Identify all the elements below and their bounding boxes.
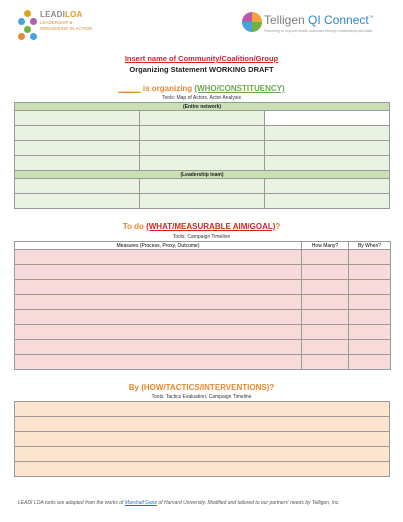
table-row (15, 462, 390, 477)
table-row (15, 432, 390, 447)
table-row (15, 417, 390, 432)
leadiloa-subtitle: LEADERSHIP & ORGANIZING IN ACTION (40, 20, 93, 31)
table-row (15, 402, 390, 417)
leadership-team-header: (Leadership team) (15, 171, 390, 179)
table-row (15, 141, 390, 156)
table-row (15, 111, 390, 126)
table-row (15, 447, 390, 462)
organizing-heading: _____ is organizing (WHO/CONSTITUENCY) (118, 84, 285, 93)
by-tools: Tools: Tactics Evaluation, Campaign Timeline (151, 394, 252, 400)
constituency-table (14, 102, 390, 209)
table-row (15, 310, 391, 325)
table-row (15, 280, 391, 295)
table-row (15, 355, 391, 370)
measures-column-header: Measures (Process, Proxy, Outcome) (15, 242, 302, 250)
telligen-logo (242, 12, 392, 42)
table-row (15, 340, 391, 355)
leadership-dots-icon (18, 10, 38, 40)
todo-tools: Tools: Campaign Timeline (172, 234, 231, 240)
measures-table (14, 241, 391, 370)
leadiloa-logo (18, 6, 98, 44)
entire-network-header: (Entire network) (15, 103, 390, 111)
how-many-column-header: How Many? (302, 242, 349, 250)
community-name-title: Insert name of Community/Coalition/Group (124, 54, 279, 63)
by-heading: By (HOW/TACTICS/INTERVENTIONS)? (128, 383, 275, 392)
tactics-table (14, 401, 390, 477)
table-row (15, 126, 390, 141)
table-row (15, 325, 391, 340)
marshall-ganz-link[interactable]: Marshall Ganz (124, 500, 158, 506)
table-row (15, 295, 391, 310)
telligen-name: Telligen QI Connect™ (264, 13, 374, 27)
footer-credit: LEADI LOA tools are adapted from the works of Marshall Ganz of Harvard University. Modified and tailored to our partners' needs by Telligen, Inc. (18, 500, 340, 506)
leadiloa-brand: LEADILOA (40, 10, 83, 19)
by-when-column-header: By When? (349, 242, 391, 250)
table-row (15, 265, 391, 280)
telligen-tagline: Partnering to improve health outcomes through relationships and data (264, 29, 373, 33)
table-row (15, 194, 390, 209)
todo-heading: To do (WHAT/MEASURABLE AIM/GOAL)? (122, 222, 281, 231)
statement-title: Organizing Statement WORKING DRAFT (129, 65, 274, 74)
telligen-circle-icon (242, 12, 262, 32)
table-row (15, 156, 390, 171)
table-row (15, 250, 391, 265)
table-row (15, 179, 390, 194)
organizing-tools: Tools: Map of Actors, Actor Analysis (162, 95, 241, 101)
